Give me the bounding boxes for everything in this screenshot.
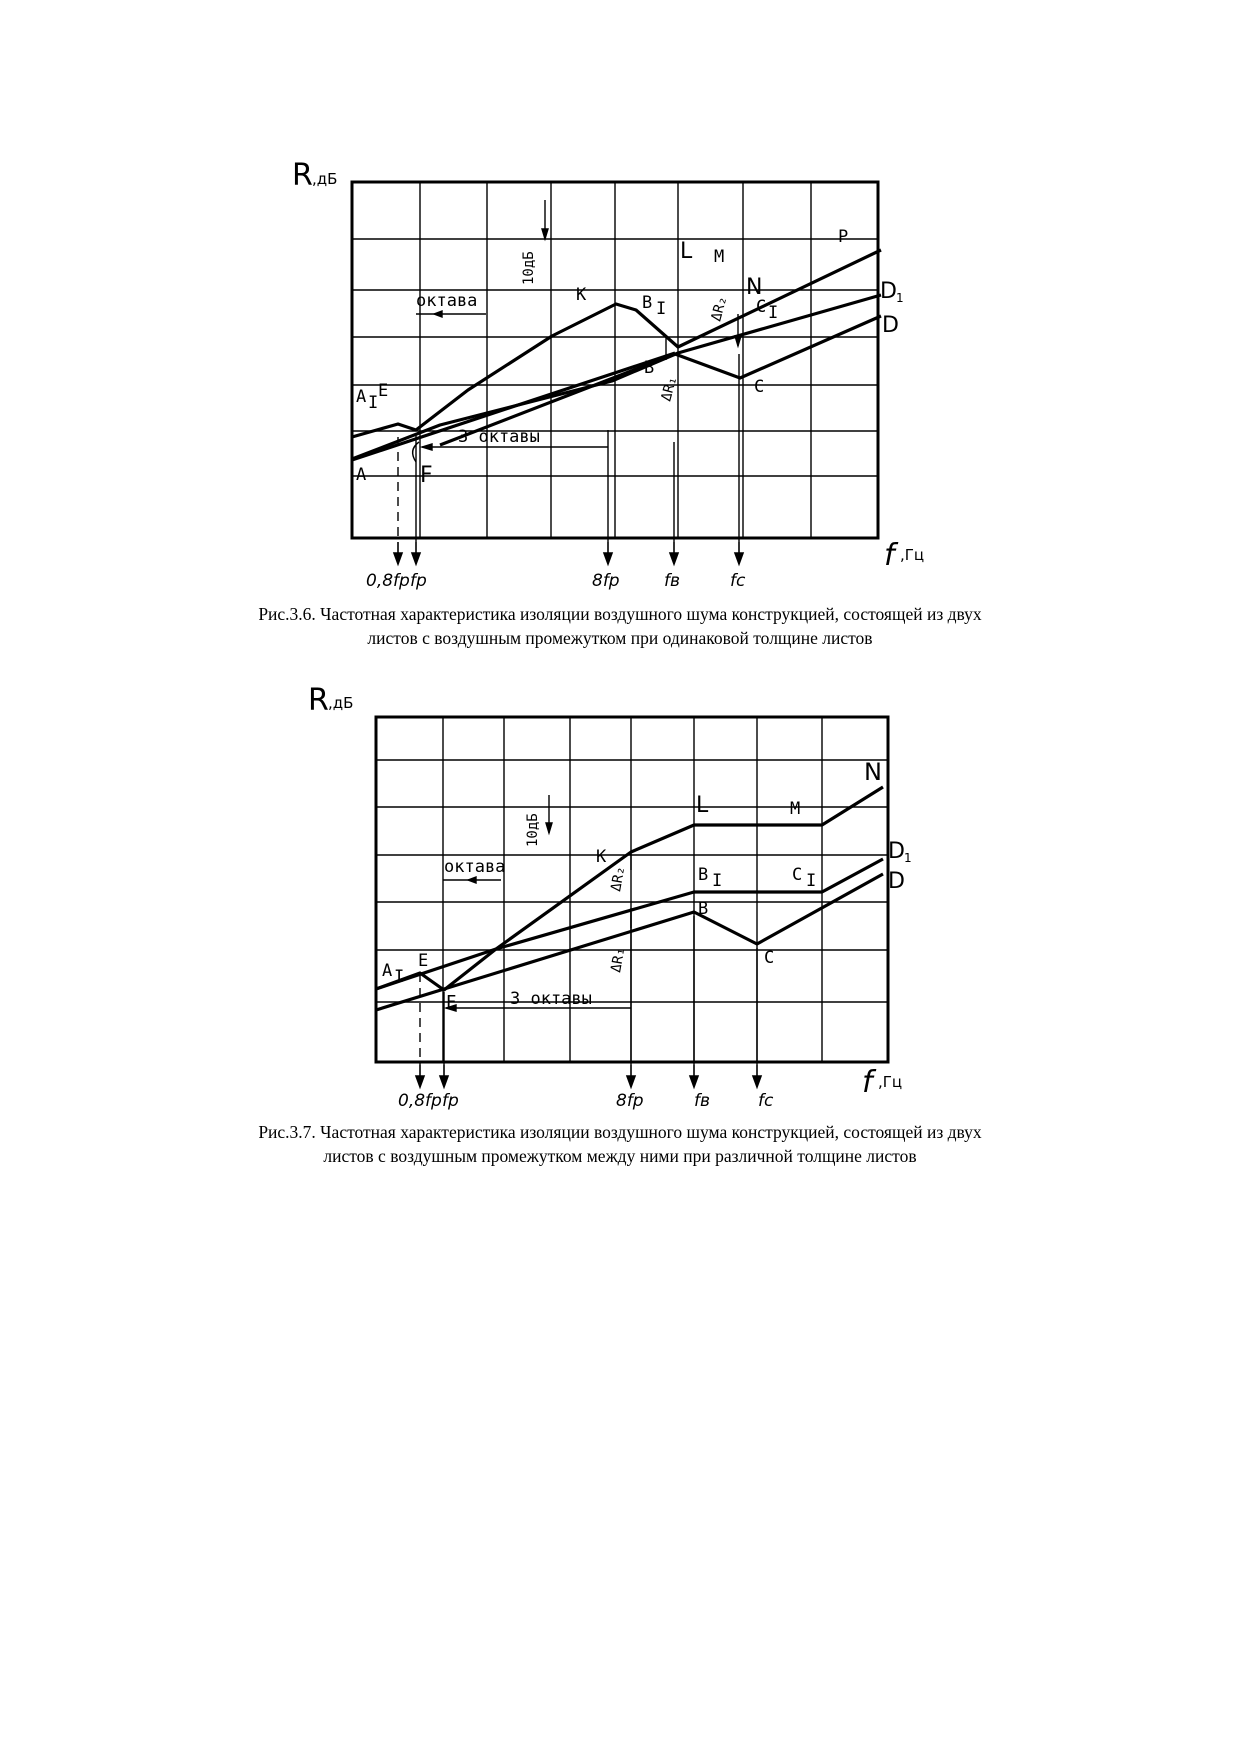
point-E: E (418, 951, 429, 971)
caption-line-2: листов с воздушным промежутком между ними при различной толщине листов (323, 1146, 917, 1166)
x-axis-unit: ,Гц (900, 546, 925, 564)
delta-r1-label: ΔR₁ (658, 374, 681, 404)
point-B1: B (698, 865, 709, 885)
octave-label: октава (444, 857, 506, 877)
point-N: N (746, 275, 763, 300)
point-L: L (680, 239, 693, 264)
delta-r2-label: ΔR₂ (608, 865, 629, 893)
point-C1-subscript: I (806, 871, 817, 891)
curve-B-C-D (440, 316, 881, 445)
curve-B-C-D (376, 874, 883, 1010)
caption-line-1: Рис.3.7. Частотная характеристика изоляции воздушного шума конструкцией, состоящей из двух (258, 1122, 982, 1142)
point-F: F (420, 463, 433, 488)
figure-3-7-caption (150, 1120, 1090, 1168)
point-C1-subscript: I (768, 303, 779, 323)
freq-label-fv: fв (664, 571, 681, 591)
point-K: K (576, 285, 587, 305)
freq-label-fp: fр (410, 571, 427, 591)
point-D: D (888, 869, 905, 894)
x-axis-unit: ,Гц (878, 1073, 903, 1091)
point-B1: B (642, 293, 653, 313)
caption-line-1: Рис.3.6. Частотная характеристика изоляции воздушного шума конструкцией, состоящей из двух (258, 604, 982, 624)
point-C: C (764, 948, 775, 968)
point-M: M (714, 247, 725, 267)
curves (352, 250, 881, 460)
curves (376, 787, 883, 1010)
y-axis-symbol: R (308, 683, 329, 718)
point-A1-subscript: I (394, 967, 405, 987)
point-E: E (378, 381, 389, 401)
y-axis-unit: ,дБ (312, 170, 338, 188)
freq-label-0-8fp: 0,8fр (366, 571, 410, 591)
caption-line-2: листов с воздушным промежутком при одинаковой толщине листов (367, 628, 873, 648)
point-N: N (864, 758, 882, 786)
freq-label-fc: fc (758, 1091, 774, 1110)
freq-label-8fp: 8fр (592, 571, 620, 591)
scale-10db-label: 10дБ (521, 251, 537, 285)
point-A: A (356, 465, 367, 485)
figure-3-7 (0, 680, 1240, 1110)
point-B1-subscript: I (656, 299, 667, 319)
frequency-arrows (394, 542, 743, 564)
point-A1: A (382, 961, 393, 981)
delta-r2-label: ΔR₂ (708, 294, 731, 324)
point-A1: A (356, 387, 367, 407)
dimension-marks (420, 795, 757, 1065)
point-L: L (696, 793, 709, 818)
point-D1-subscript: 1 (904, 851, 912, 865)
point-D1: D (880, 279, 897, 304)
figure-3-6 (0, 140, 1240, 600)
point-C1: C (756, 297, 767, 317)
point-C1: C (792, 865, 803, 885)
curve-A1-E-F-K-L-M-N-P (352, 250, 881, 437)
point-D1: D (888, 839, 905, 864)
figure-3-6-caption (150, 602, 1090, 650)
point-C: C (754, 377, 765, 397)
point-D1-subscript: 1 (896, 291, 904, 305)
delta-r1-label: ΔR₁ (608, 946, 629, 974)
x-axis-symbol: f (862, 1065, 873, 1100)
point-B: B (698, 899, 709, 919)
point-A1-subscript: I (368, 393, 379, 413)
point-D: D (882, 313, 899, 338)
figure-3-7-graph (0, 680, 1240, 1110)
point-F: F (446, 992, 457, 1013)
freq-label-0-8fp: 0,8fр (398, 1091, 442, 1110)
y-axis-unit: ,дБ (328, 694, 354, 712)
figure-3-6-graph (0, 140, 1240, 600)
freq-label-8fp: 8fр (616, 1091, 644, 1110)
freq-label-fc: fc (730, 571, 746, 591)
point-B: B (644, 358, 655, 378)
y-axis-symbol: R (292, 158, 313, 193)
three-octaves-label: 3 октавы (510, 989, 592, 1009)
freq-label-fp: fр (442, 1091, 459, 1110)
point-K: K (596, 847, 607, 867)
point-M: M (790, 799, 801, 819)
scale-10db-label: 10дБ (525, 813, 541, 847)
freq-label-fv: fв (694, 1091, 711, 1110)
octave-label: октава (416, 291, 478, 311)
point-P: P (838, 227, 849, 247)
frequency-arrows (416, 1065, 761, 1087)
x-axis-symbol: f (884, 538, 895, 573)
point-B1-subscript: I (712, 871, 723, 891)
three-octaves-label: 3 октавы (458, 427, 540, 447)
